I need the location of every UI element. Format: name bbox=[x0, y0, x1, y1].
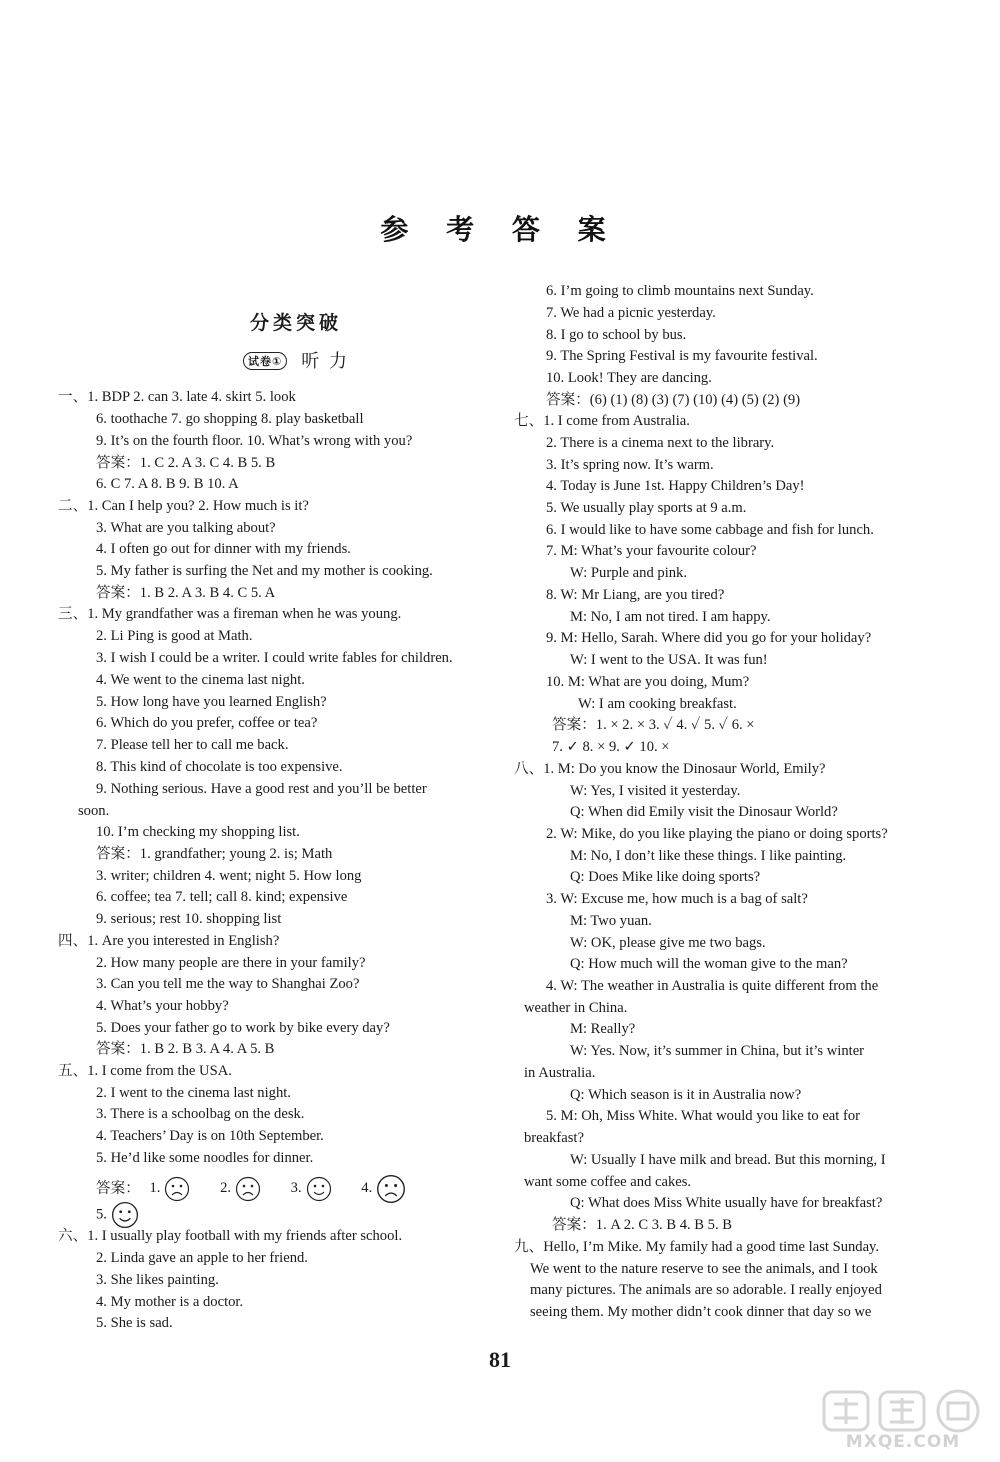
answer-line: 答案：1. × 2. × 3. ✓ 4. ✓ 5. ✓ 6. × bbox=[552, 717, 755, 733]
answer-line: 5. Does your father go to work by bike every day? bbox=[96, 1020, 390, 1036]
page-number: 81 bbox=[489, 1347, 511, 1372]
answer-line: W: Usually I have milk and bread. But this morning, I bbox=[570, 1152, 886, 1168]
answer-line: 六、1. I usually play football with my friends after school. bbox=[58, 1228, 403, 1244]
answer-line: 九、Hello, I’m Mike. My family had a good time last Sunday. bbox=[514, 1239, 880, 1255]
answer-line: 3. writer; children 4. went; night 5. How long bbox=[96, 868, 362, 884]
answer-line: Q: When did Emily visit the Dinosaur World? bbox=[570, 804, 838, 820]
answer-line: 5. My father is surfing the Net and my mother is cooking. bbox=[96, 563, 433, 579]
answer-line: 4. We went to the cinema last night. bbox=[96, 672, 305, 688]
answer-line: 2. How many people are there in your family? bbox=[96, 955, 366, 971]
face-answer-row bbox=[96, 1174, 406, 1204]
answer-line: We went to the nature reserve to see the animals, and I took bbox=[530, 1261, 878, 1277]
answer-line: soon. bbox=[78, 803, 110, 819]
answer-line: breakfast? bbox=[524, 1130, 584, 1146]
answer-line: 6. C 7. A 8. B 9. B 10. A bbox=[96, 476, 239, 492]
answer-line: W: Yes. Now, it’s summer in China, but it’s winter bbox=[570, 1043, 865, 1059]
face-label: 5. bbox=[96, 1206, 107, 1223]
answer-line: 9. The Spring Festival is my favourite festival. bbox=[546, 348, 818, 364]
answer-line: 6. coffee; tea 7. tell; call 8. kind; expensive bbox=[96, 889, 348, 905]
section-heading: 分类突破 bbox=[249, 312, 342, 334]
answer-line: 4. W: The weather in Australia is quite different from the bbox=[546, 978, 879, 994]
answer-line: 答案：(6) (1) (8) (3) (7) (10) (4) (5) (2) (9) bbox=[546, 392, 801, 408]
watermark-text: MXQE.COM bbox=[845, 1432, 961, 1452]
answer-line: 答案：1. C 2. A 3. C 4. B 5. B bbox=[96, 455, 276, 471]
answer-line: W: I am cooking breakfast. bbox=[578, 696, 737, 712]
answer-line: M: No, I don’t like these things. I like painting. bbox=[570, 848, 847, 864]
answer-line: 8. I go to school by bus. bbox=[546, 327, 687, 343]
answer-line: seeing them. My mother didn’t cook dinner that day so we bbox=[530, 1304, 872, 1320]
answer-line: 10. I’m checking my shopping list. bbox=[96, 824, 300, 840]
answer-line: 四、1. Are you interested in English? bbox=[58, 933, 280, 949]
answer-line: 5. M: Oh, Miss White. What would you like to eat for bbox=[546, 1108, 861, 1124]
answer-line: Q: What does Miss White usually have for breakfast? bbox=[570, 1195, 883, 1211]
answer-line: 4. Today is June 1st. Happy Children’s Day! bbox=[546, 478, 805, 494]
answer-line: 7. ✓ 8. × 9. ✓ 10. × bbox=[552, 739, 670, 755]
answer-line: 5. We usually play sports at 9 a.m. bbox=[546, 500, 747, 516]
answer-line: 8. This kind of chocolate is too expensive. bbox=[96, 759, 343, 775]
answer-line: 八、1. M: Do you know the Dinosaur World, Emily? bbox=[514, 761, 826, 777]
answer-line: 5. She is sad. bbox=[96, 1315, 173, 1331]
answer-line: 五、1. I come from the USA. bbox=[58, 1063, 232, 1079]
answer-line: 4. I often go out for dinner with my friends. bbox=[96, 541, 351, 557]
answer-line: 7. Please tell her to call me back. bbox=[96, 737, 289, 753]
face-label: 3. bbox=[290, 1180, 302, 1197]
answer-line: 七、1. I come from Australia. bbox=[514, 413, 690, 429]
answer-line: 3. W: Excuse me, how much is a bag of salt? bbox=[546, 891, 808, 907]
answer-line: 4. My mother is a doctor. bbox=[96, 1294, 244, 1310]
answer-line: 2. Linda gave an apple to her friend. bbox=[96, 1250, 308, 1266]
answer-line: 3. What are you talking about? bbox=[96, 520, 276, 536]
answer-line: Q: Which season is it in Australia now? bbox=[570, 1087, 802, 1103]
page-title: 参 考 答 案 bbox=[380, 213, 620, 246]
answer-line: 5. How long have you learned English? bbox=[96, 694, 327, 710]
sad-face-icon bbox=[164, 1176, 190, 1202]
face-label: 1. bbox=[149, 1180, 161, 1197]
sad-face-icon bbox=[235, 1176, 261, 1202]
answer-line: 三、1. My grandfather was a fireman when he was young. bbox=[58, 606, 402, 622]
answer-line: 5. He’d like some noodles for dinner. bbox=[96, 1150, 314, 1166]
answer-line: 9. It’s on the fourth floor. 10. What’s wrong with you? bbox=[96, 433, 413, 449]
answer-line: 2. I went to the cinema last night. bbox=[96, 1085, 291, 1101]
answer-line: weather in China. bbox=[524, 1000, 628, 1016]
face-label: 2. bbox=[220, 1180, 232, 1197]
answer-line: 3. I wish I could be a writer. I could write fables for children. bbox=[96, 650, 453, 666]
answer-line: Q: Does Mike like doing sports? bbox=[570, 869, 761, 885]
answer-line: 6. Which do you prefer, coffee or tea? bbox=[96, 715, 318, 731]
answer-line: 10. M: What are you doing, Mum? bbox=[546, 674, 750, 690]
test-title: 听 力 bbox=[301, 351, 350, 372]
answer-line: 9. Nothing serious. Have a good rest and you’ll be better bbox=[96, 781, 427, 797]
answer-line: 6. I’m going to climb mountains next Sunday. bbox=[546, 283, 814, 299]
answer-line: 答案：1. B 2. B 3. A 4. A 5. B bbox=[96, 1041, 275, 1057]
answer-line: 3. There is a schoolbag on the desk. bbox=[96, 1106, 305, 1122]
answer-line: W: I went to the USA. It was fun! bbox=[570, 652, 768, 668]
test-heading bbox=[90, 347, 502, 373]
watermark-logo bbox=[818, 1388, 988, 1458]
answer-line: 7. M: What’s your favourite colour? bbox=[546, 543, 757, 559]
answer-line: 8. W: Mr Liang, are you tired? bbox=[546, 587, 725, 603]
answer-line: M: No, I am not tired. I am happy. bbox=[570, 609, 771, 625]
answer-line: 10. Look! They are dancing. bbox=[546, 370, 712, 386]
answer-line: 6. I would like to have some cabbage and fish for lunch. bbox=[546, 522, 874, 538]
answer-line: 2. W: Mike, do you like playing the piano or doing sports? bbox=[546, 826, 888, 842]
face-answer-row bbox=[96, 1201, 139, 1229]
sad-face-icon bbox=[376, 1174, 406, 1204]
answer-line: 答案：1. grandfather; young 2. is; Math bbox=[96, 846, 333, 862]
answer-line: M: Really? bbox=[570, 1021, 636, 1037]
answer-line: M: Two yuan. bbox=[570, 913, 652, 929]
answer-line: 3. Can you tell me the way to Shanghai Zoo? bbox=[96, 976, 360, 992]
answer-line: 7. We had a picnic yesterday. bbox=[546, 305, 716, 321]
answer-line: 9. M: Hello, Sarah. Where did you go for your holiday? bbox=[546, 630, 872, 646]
answer-line: 2. Li Ping is good at Math. bbox=[96, 628, 253, 644]
answer-line: 3. She likes painting. bbox=[96, 1272, 219, 1288]
answer-line: W: Purple and pink. bbox=[570, 565, 687, 581]
watermark-logo-icon bbox=[818, 1388, 988, 1434]
answer-line: W: OK, please give me two bags. bbox=[570, 935, 766, 951]
answer-line: many pictures. The animals are so adorable. I really enjoyed bbox=[530, 1282, 882, 1298]
answer-line: 2. There is a cinema next to the library. bbox=[546, 435, 775, 451]
happy-face-icon bbox=[306, 1176, 332, 1202]
answer-line: 4. Teachers’ Day is on 10th September. bbox=[96, 1128, 324, 1144]
happy-face-icon bbox=[111, 1201, 139, 1229]
answer-line: 一、1. BDP 2. can 3. late 4. skirt 5. look bbox=[58, 389, 296, 405]
answer-line: 3. It’s spring now. It’s warm. bbox=[546, 457, 714, 473]
answer-line: W: Yes, I visited it yesterday. bbox=[570, 783, 741, 799]
answer-line: 答案：1. B 2. A 3. B 4. C 5. A bbox=[96, 585, 276, 601]
answer-line: 答案：1. A 2. C 3. B 4. B 5. B bbox=[552, 1217, 733, 1233]
answer-line: 9. serious; rest 10. shopping list bbox=[96, 911, 282, 927]
face-label: 4. bbox=[361, 1180, 373, 1197]
answer-line: Q: How much will the woman give to the man? bbox=[570, 956, 848, 972]
answer-line: 4. What’s your hobby? bbox=[96, 998, 229, 1014]
test-number-badge: 试卷① bbox=[243, 352, 287, 370]
answer-line: 6. toothache 7. go shopping 8. play basketball bbox=[96, 411, 364, 427]
answer-line: in Australia. bbox=[524, 1065, 596, 1081]
answer-line: 二、1. Can I help you? 2. How much is it? bbox=[58, 498, 309, 514]
answer-line: want some coffee and cakes. bbox=[524, 1174, 692, 1190]
answer-label: 答案： bbox=[96, 1180, 140, 1197]
